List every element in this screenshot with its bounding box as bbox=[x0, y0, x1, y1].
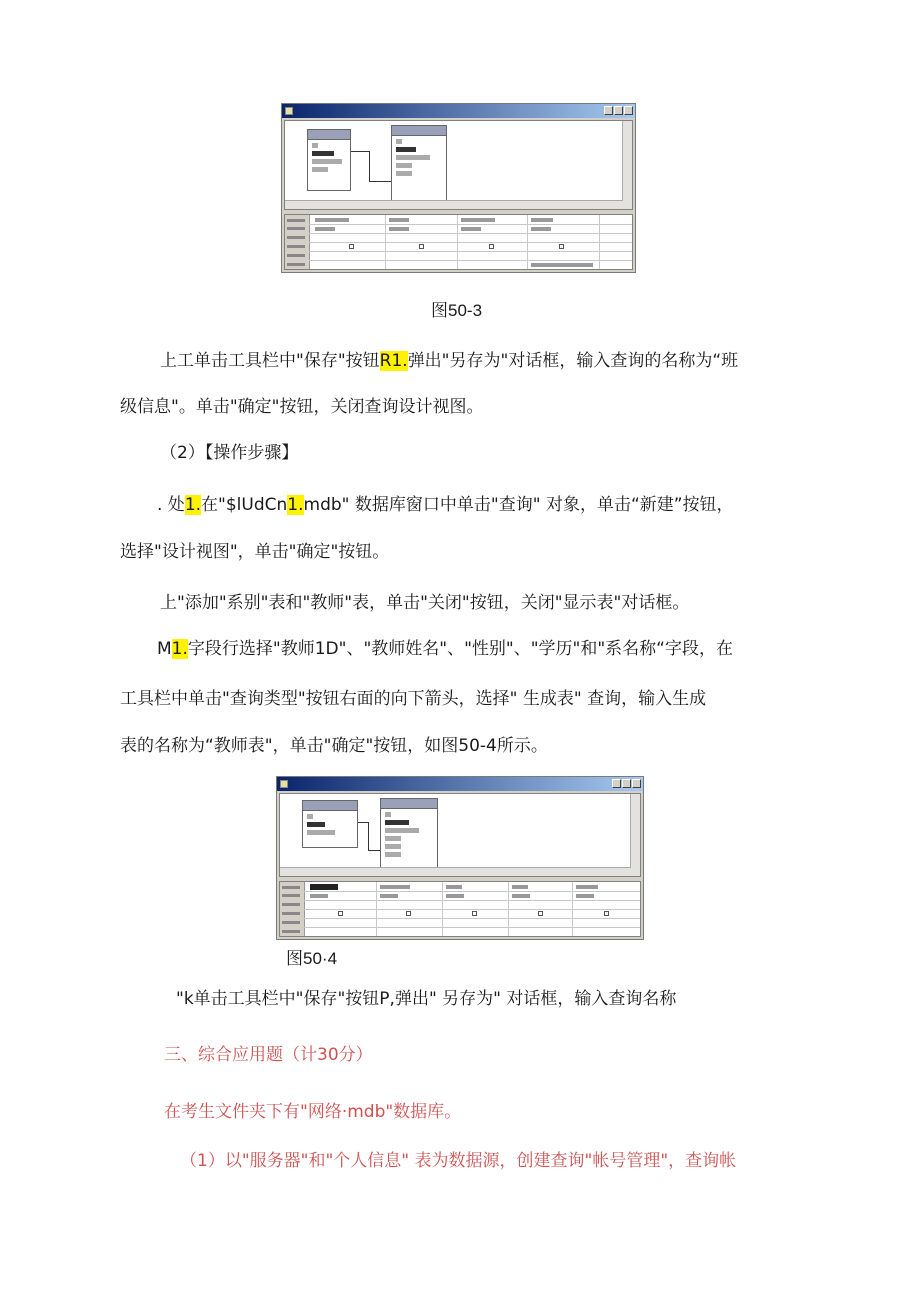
step-heading: （2）【操作步骤】 bbox=[160, 443, 299, 463]
highlight-mark: 1. bbox=[171, 639, 188, 659]
paragraph: 上"添加"系别"表和"教师"表，单击"关闭"按钮，关闭"显示表"对话框。 bbox=[160, 593, 690, 613]
text-run: 上工单击工具栏中"保存"按钮 bbox=[160, 351, 380, 371]
design-grid bbox=[284, 214, 633, 270]
section-heading: 三、综合应用题（计30分） bbox=[164, 1045, 373, 1065]
paragraph bbox=[157, 638, 733, 660]
maximize-icon[interactable] bbox=[614, 106, 623, 115]
design-grid bbox=[279, 881, 641, 937]
paragraph: "k单击工具栏中"保存"按钮P,弹出" 另存为" 对话框，输入查询名称 bbox=[176, 989, 677, 1009]
text-run: 弹出"另存为"对话框，输入查询的名称为“班 bbox=[407, 351, 739, 371]
paragraph-line: 选择"设计视图"，单击"确定"按钮。 bbox=[120, 542, 390, 562]
text-run: mdb" 数据库窗口中单击"查询" 对象，单击“新建”按钮， bbox=[303, 495, 734, 515]
close-icon[interactable] bbox=[624, 106, 633, 115]
query-window-titlebar bbox=[282, 104, 635, 118]
text-run: M bbox=[157, 639, 172, 659]
table-box-left bbox=[302, 800, 358, 848]
table-pane bbox=[279, 793, 641, 877]
table-pane bbox=[284, 120, 633, 210]
table-box-left bbox=[307, 129, 351, 191]
horizontal-scrollbar[interactable] bbox=[280, 867, 631, 876]
figure-caption: 图50·4 bbox=[286, 949, 338, 968]
text-run: 在"$lUdCn bbox=[201, 495, 288, 515]
vertical-scrollbar[interactable] bbox=[630, 794, 640, 876]
figure-50-3-query-window bbox=[281, 103, 636, 273]
highlight-mark: 1. bbox=[287, 495, 304, 515]
query-window-titlebar bbox=[277, 777, 643, 791]
text-run: . 处 bbox=[157, 495, 185, 515]
paragraph bbox=[160, 350, 738, 372]
table-box-right bbox=[380, 798, 438, 872]
paragraph bbox=[157, 494, 734, 516]
close-icon[interactable] bbox=[632, 779, 641, 788]
horizontal-scrollbar[interactable] bbox=[285, 200, 623, 209]
paragraph-line: 工具栏中单击"查询类型"按钮右面的向下箭头，选择" 生成表" 查询，输入生成 bbox=[120, 689, 707, 709]
vertical-scrollbar[interactable] bbox=[622, 121, 632, 209]
text-run: 字段行选择"教师1D"、"教师姓名"、"性别"、"学历"和"系名称“字段，在 bbox=[187, 639, 733, 659]
paragraph-line: 表的名称为“教师表"，单击"确定"按钮，如图50-4所示。 bbox=[120, 736, 548, 756]
minimize-icon[interactable] bbox=[604, 106, 613, 115]
paragraph: （1）以"服务器"和"个人信息" 表为数据源，创建查询"帐号管理"，查询帐 bbox=[180, 1151, 737, 1171]
highlight-mark: R1. bbox=[379, 351, 408, 371]
figure-caption: 图50-3 bbox=[431, 301, 483, 320]
paragraph: 在考生文件夹下有"网络·mdb"数据库。 bbox=[164, 1102, 462, 1122]
query-icon bbox=[280, 780, 288, 788]
paragraph-line: 级信息"。单击"确定"按钮，关闭查询设计视图。 bbox=[120, 397, 484, 417]
query-icon bbox=[285, 107, 293, 115]
minimize-icon[interactable] bbox=[612, 779, 621, 788]
highlight-mark: 1. bbox=[184, 495, 202, 515]
figure-50-4-query-window bbox=[276, 776, 644, 940]
maximize-icon[interactable] bbox=[622, 779, 631, 788]
table-box-right bbox=[391, 125, 447, 201]
